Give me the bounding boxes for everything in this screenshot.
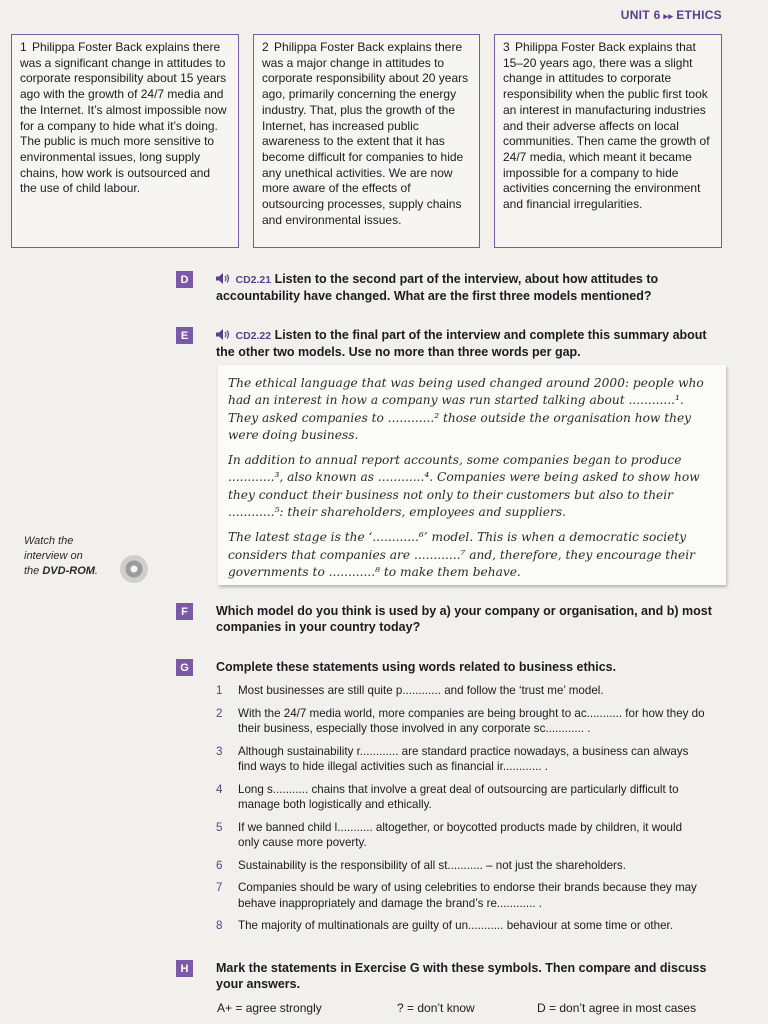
dvd-note-suffix: . (94, 565, 98, 577)
dvd-note-bold: DVD-ROM (42, 565, 95, 577)
item-number: 8 (216, 919, 223, 932)
list-item (216, 782, 706, 813)
item-number: 2 (216, 706, 223, 720)
legend-dont-agree: D = don’t agree in most cases (537, 1001, 697, 1015)
item-text: If we banned child l........... altogether, or boycotted products made by children, it would only cause more poverty. (238, 820, 683, 849)
option-text: Philippa Foster Back explains there was a significant change in attitudes to corporate responsibility about 15 years ago with the growth of 24/7 media and the Internet. It’s almost impossible now for a company to hide what it’s doing. The public is much more sensitive to environmental issues, long supply chains, how work is outsourced and the use of child labour. (20, 40, 227, 196)
exercise-d-instruction (216, 271, 728, 304)
item-text: Although sustainability r............ are standard practice nowadays, a business can always find ways to hide illegal activities such as financial ir............ . (238, 744, 689, 773)
exercise-e-instruction (216, 327, 728, 360)
cd-track: CD2.21 (235, 274, 272, 286)
option-text: Philippa Foster Back explains that 15–20 years ago, there was a slight change in attitudes to corporate responsibility when the public first took an interest in manufacturing industries and their adverse affects on local communities. Then came the growth of 24/7 media, which meant it became impossible for a company to hide activities concerning the environment and financial irregularities. (503, 40, 710, 212)
exercise-f-text: Which model do you think is used by a) your company or organisation, and b) most companies in your country today? (216, 604, 712, 634)
legend-agree-strongly: A+ = agree strongly (217, 1001, 322, 1015)
section-label: ETHICS (676, 8, 722, 22)
summary-paragraph-3: The latest stage is the ‘............⁶’ model. This is when a democratic society considers that companies are ............⁷ and, therefore, they encourage their governments to ............⁸ to make them behave. (228, 530, 695, 579)
summary-paragraph-2: In addition to annual report accounts, some companies began to produce ............³, also known as ............⁴. Companies were being asked to show how they conduct their business not only to their customers but also to their ............⁵: their shareholders, employees and suppliers. (228, 453, 700, 520)
summary-paragraph-1: The ethical language that was being used changed around 2000: people who had an interest in how a company was run started talking about ............¹. They asked companies to ............² those outside the organisation how they were doing business. (228, 376, 704, 442)
unit-header (621, 8, 722, 22)
exercise-e-text: Listen to the final part of the interview and complete this summary about the other two models. Use no more than three words per gap. (216, 328, 707, 359)
list-item (216, 880, 706, 911)
item-number: 3 (216, 744, 223, 758)
dvd-note-prefix: the (24, 565, 43, 577)
dvd-note (24, 534, 114, 579)
item-number: 7 (216, 881, 223, 894)
item-text: Sustainability is the responsibility of all st........... – not just the shareholders. (238, 858, 626, 872)
list-item (216, 706, 706, 737)
item-number: 5 (216, 820, 223, 834)
option-number: 1 (20, 40, 27, 54)
exercise-h-text: Mark the statements in Exercise G with these symbols. Then compare and discuss your answers. (216, 961, 707, 991)
item-number: 1 (216, 684, 223, 697)
exercise-d-letter: D (176, 271, 193, 288)
item-text: Long s........... chains that involve a great deal of outsourcing are particularly difficult to manage both logistically and ethically. (238, 782, 679, 811)
item-text: The majority of multinationals are guilty of un........... behaviour at some time or other. (238, 919, 673, 932)
option-box-2 (253, 34, 480, 248)
option-number: 2 (262, 40, 269, 54)
item-number: 6 (216, 858, 223, 872)
exercise-g-text: Complete these statements using words related to business ethics. (216, 660, 617, 674)
audio-icon (216, 329, 230, 340)
dvd-icon (120, 555, 148, 583)
list-item (216, 858, 706, 874)
item-text: With the 24/7 media world, more companies are being brought to ac........... for how they do their business, especially those involved in any corporate sc............ . (238, 706, 705, 735)
exercise-g-letter: G (176, 659, 193, 676)
list-item (216, 918, 706, 934)
dvd-note-line1: Watch the interview on (24, 535, 83, 562)
unit-label: UNIT 6 (620, 8, 661, 22)
exercise-g-list (216, 683, 706, 941)
option-box-1 (11, 34, 239, 248)
item-text: Companies should be wary of using celebrities to endorse their brands because they may behave inappropriately and damage the brand’s re............ . (238, 881, 697, 910)
legend-dont-know: ? = don’t know (397, 1001, 475, 1015)
option-text: Philippa Foster Back explains there was a major change in attitudes to corporate responsibility about 20 years ago, primarily concerning the energy industry. That, plus the growth of the Internet, has increased public awareness to the extent that it has become difficult for companies to hide any unethical activities. We are now more aware of the effects of outsourcing processes, supply chains and environmental issues. (262, 40, 469, 227)
list-item (216, 683, 706, 699)
unit-arrows: ▸▸ (663, 11, 674, 21)
exercise-f-letter: F (176, 603, 193, 620)
summary-card (218, 365, 726, 585)
list-item (216, 820, 706, 851)
exercise-h-letter: H (176, 960, 193, 977)
exercise-d-text: Listen to the second part of the interview, about how attitudes to accountability have changed. What are the first three models mentioned? (216, 272, 659, 303)
cd-track: CD2.22 (235, 330, 272, 342)
list-item (216, 744, 706, 775)
audio-icon (216, 273, 230, 284)
item-number: 4 (216, 782, 223, 796)
item-text: Most businesses are still quite p............ and follow the ‘trust me’ model. (238, 684, 604, 697)
option-number: 3 (503, 40, 510, 54)
option-box-3 (494, 34, 722, 248)
exercise-e-letter: E (176, 327, 193, 344)
